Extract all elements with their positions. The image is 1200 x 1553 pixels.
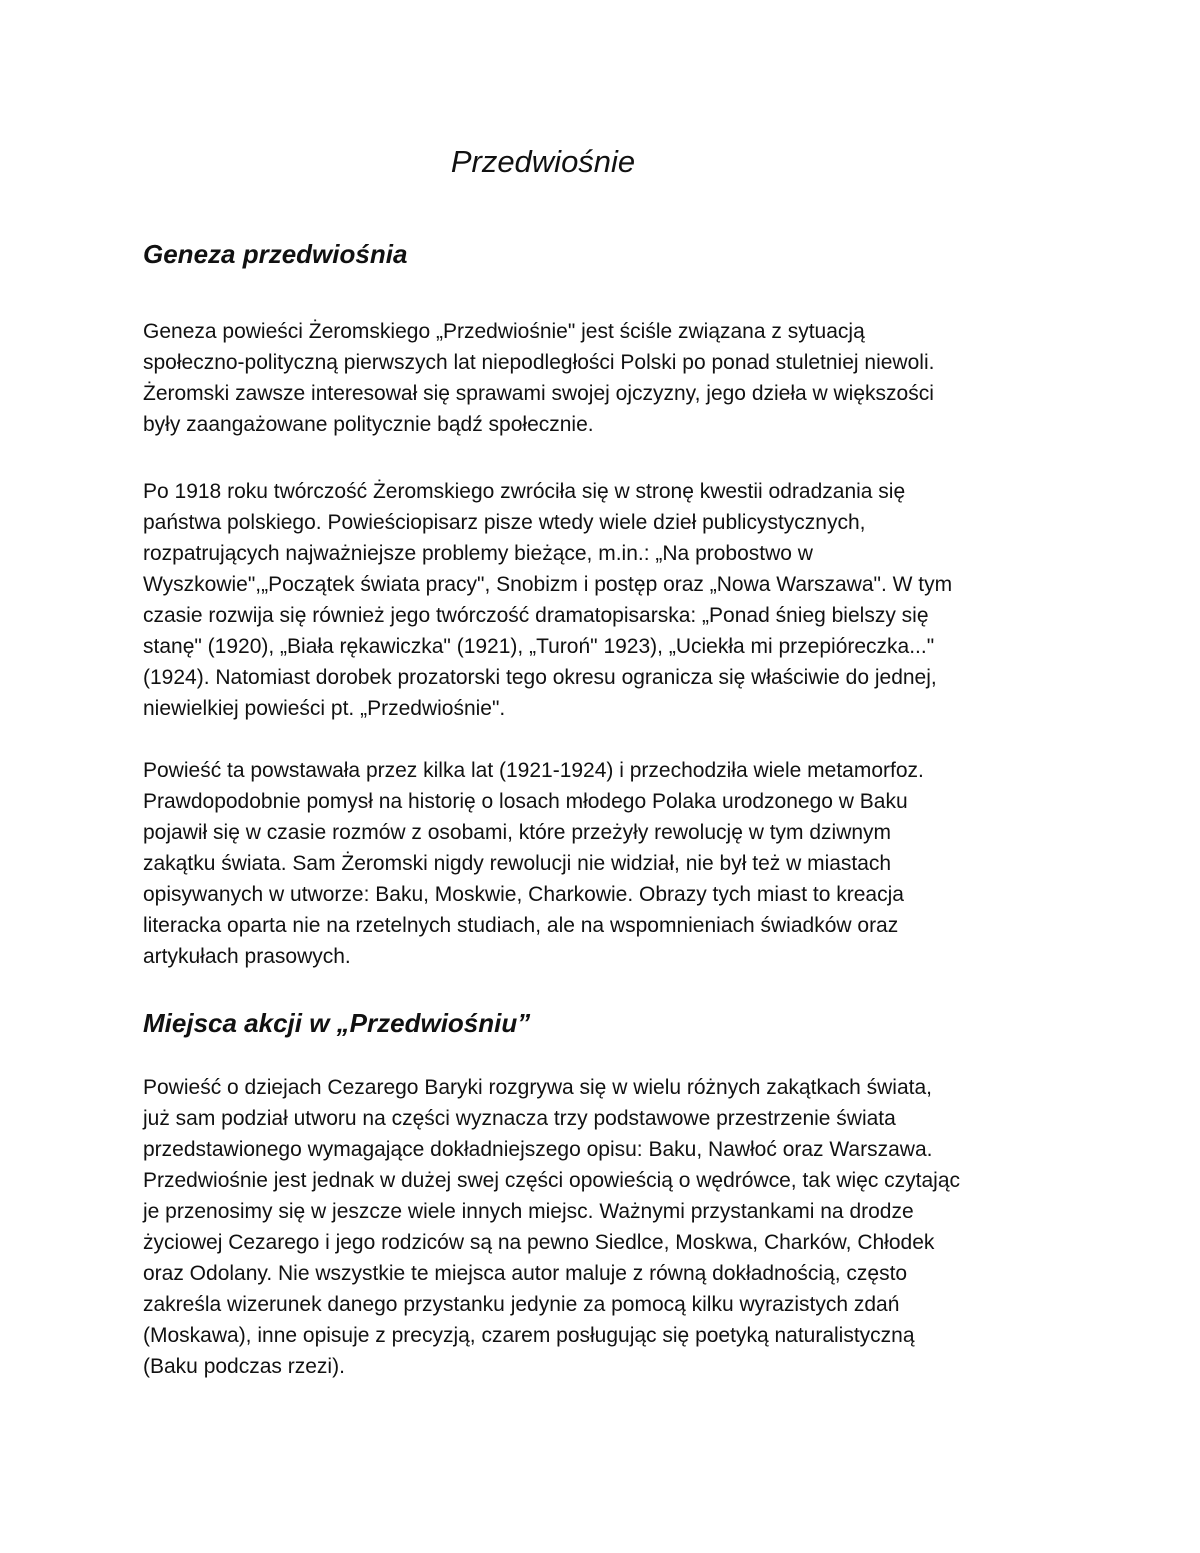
- text-line: Prawdopodobnie pomysł na historię o losach młodego Polaka urodzonego w Baku: [143, 790, 908, 813]
- text-line: Geneza powieści Żeromskiego „Przedwiośnie" jest ściśle związana z sytuacją: [143, 320, 865, 343]
- text-line: literacka oparta nie na rzetelnych studiach, ale na wspomnieniach świadków oraz: [143, 914, 899, 937]
- text-line: pojawił się w czasie rozmów z osobami, które przeżyły rewolucję w tym dziwnym: [143, 821, 892, 844]
- section-heading-geneza: Geneza przedwiośnia: [143, 239, 408, 269]
- text-line: państwa polskiego. Powieściopisarz pisze wtedy wiele dzieł publicystycznych,: [143, 511, 866, 534]
- text-line: artykułach prasowych.: [143, 945, 351, 968]
- text-line: (1924). Natomiast dorobek prozatorski tego okresu ogranicza się właściwie do jednej,: [143, 666, 937, 689]
- paragraph-geneza-2: [143, 476, 1063, 724]
- paragraph-geneza-3: [143, 755, 1063, 972]
- text-line: Żeromski zawsze interesował się sprawami swojej ojczyzny, jego dzieła w większości: [143, 382, 934, 405]
- text-line: je przenosimy się w jeszcze wiele innych miejsc. Ważnymi przystankami na drodze: [143, 1200, 914, 1223]
- text-line: już sam podział utworu na części wyznacza trzy podstawowe przestrzenie świata: [143, 1107, 896, 1130]
- text-line: rozpatrujących najważniejsze problemy bieżące, m.in.: „Na probostwo w: [143, 542, 813, 565]
- text-line: (Baku podczas rzezi).: [143, 1355, 345, 1378]
- text-line: Po 1918 roku twórczość Żeromskiego zwróciła się w stronę kwestii odradzania się: [143, 480, 906, 503]
- text-line: życiowej Cezarego i jego rodziców są na pewno Siedlce, Moskwa, Charków, Chłodek: [143, 1231, 935, 1254]
- text-line: społeczno-polityczną pierwszych lat niepodległości Polski po ponad stuletniej niewoli.: [143, 351, 935, 374]
- paragraph-geneza-1: [143, 316, 1063, 440]
- text-line: stanę" (1920), „Biała rękawiczka" (1921), „Turoń" 1923), „Uciekła mi przepióreczka...": [143, 635, 935, 658]
- paragraph-miejsca-akcji: [143, 1072, 1063, 1382]
- text-line: (Moskawa), inne opisuje z precyzją, czarem posługując się poetyką naturalistyczną: [143, 1324, 915, 1347]
- section-heading-miejsca-akcji: Miejsca akcji w „Przedwiośniu”: [143, 1008, 531, 1038]
- text-line: niewielkiej powieści pt. „Przedwiośnie".: [143, 697, 506, 720]
- text-line: zakreśla wizerunek danego przystanku jedynie za pomocą kilku wyrazistych zdań: [143, 1293, 900, 1316]
- document-title: Przedwiośnie: [450, 144, 636, 179]
- text-line: oraz Odolany. Nie wszystkie te miejsca autor maluje z równą dokładnością, często: [143, 1262, 908, 1285]
- text-line: Przedwiośnie jest jednak w dużej swej części opowieścią o wędrówce, tak więc czytając: [143, 1169, 961, 1192]
- text-line: były zaangażowane politycznie bądź społecznie.: [143, 413, 594, 436]
- text-line: zakątku świata. Sam Żeromski nigdy rewolucji nie widział, nie był też w miastach: [143, 852, 892, 875]
- text-line: czasie rozwija się również jego twórczość dramatopisarska: „Ponad śnieg bielszy się: [143, 604, 929, 627]
- text-line: Wyszkowie",„Początek świata pracy", Snobizm i postęp oraz „Nowa Warszawa". W tym: [143, 573, 953, 596]
- text-line: Powieść ta powstawała przez kilka lat (1921-1924) i przechodziła wiele metamorfoz.: [143, 759, 924, 782]
- text-line: Powieść o dziejach Cezarego Baryki rozgrywa się w wielu różnych zakątkach świata,: [143, 1076, 932, 1099]
- text-line: przedstawionego wymagające dokładniejszego opisu: Baku, Nawłoć oraz Warszawa.: [143, 1138, 933, 1161]
- text-line: opisywanych w utworze: Baku, Moskwie, Charkowie. Obrazy tych miast to kreacja: [143, 883, 904, 906]
